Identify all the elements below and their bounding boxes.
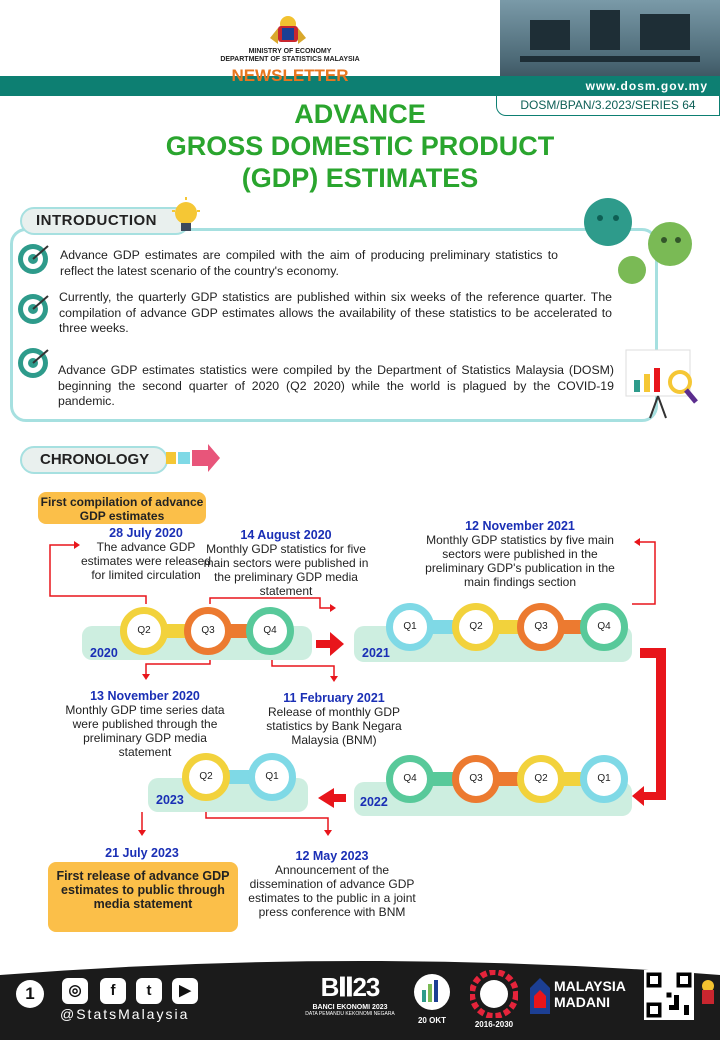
q3-node: Q3 xyxy=(452,755,500,803)
year-2023: 2023 xyxy=(156,793,184,807)
target-icon xyxy=(16,242,50,276)
chart-presentation-icon xyxy=(622,346,702,422)
first-release-box: First release of advance GDP estimates to public through media statement xyxy=(48,862,238,932)
q3-node: Q3 xyxy=(517,603,565,651)
intro-paragraph-3: Advance GDP estimates statistics were compiled by the Department of Statistics Malaysia (DOSM) beginning the second quarter of 2020 (Q2 2020) while the world is plagued by the COVID-19 pandemic. xyxy=(58,363,614,408)
intro-paragraph-2: Currently, the quarterly GDP statistics are published within six weeks of the reference quarter. The compilation of advance GDP estimates allows the availability of these statistics to be accelerated to three weeks. xyxy=(59,290,612,335)
year-2020: 2020 xyxy=(90,646,118,660)
page-title: ADVANCE GROSS DOMESTIC PRODUCT (GDP) ESTIMATES xyxy=(165,99,555,193)
facebook-icon[interactable]: f xyxy=(100,978,126,1004)
event-28-july-2020: 28 July 2020 The advance GDP estimates were released for limited circulation xyxy=(80,526,212,582)
q2-node: Q2 xyxy=(452,603,500,651)
census-day-logo: 20 OKT xyxy=(408,972,456,1025)
instagram-icon[interactable]: ◎ xyxy=(62,978,88,1004)
introduction-heading: INTRODUCTION xyxy=(20,207,190,235)
social-handle[interactable]: @StatsMalaysia xyxy=(60,1006,190,1022)
virus-illustration xyxy=(578,182,718,292)
newsletter-label: NEWSLETTER xyxy=(231,66,349,85)
ministry-name: MINISTRY OF ECONOMY DEPARTMENT OF STATISTICS MALAYSIA xyxy=(220,48,360,63)
q2-node: Q2 xyxy=(120,607,168,655)
year-2022: 2022 xyxy=(360,795,388,809)
lightbulb-icon xyxy=(170,197,202,237)
chronology-heading: CHRONOLOGY xyxy=(20,446,168,474)
year-2021: 2021 xyxy=(362,646,390,660)
q1-node: Q1 xyxy=(248,753,296,801)
ministry-crest-icon xyxy=(698,976,718,1012)
target-icon xyxy=(16,292,50,326)
qr-code-icon[interactable] xyxy=(644,970,694,1020)
event-13-november-2020: 13 November 2020 Monthly GDP time series data were published through the preliminary GDP media statement xyxy=(65,689,225,759)
q3-node: Q3 xyxy=(184,607,232,655)
event-12-november-2021: 12 November 2021 Monthly GDP statistics by five main sectors were published in the preliminary GDP's publication in the main findings section xyxy=(425,519,615,589)
target-icon xyxy=(16,346,50,380)
sdg-logo: 2016-2030 xyxy=(466,970,522,1029)
q2-node: Q2 xyxy=(182,753,230,801)
q4-node: Q4 xyxy=(246,607,294,655)
q4-node: Q4 xyxy=(580,603,628,651)
youtube-icon[interactable]: ▶ xyxy=(172,978,198,1004)
q4-node: Q4 xyxy=(386,755,434,803)
first-compilation-box: First compilation of advance GDP estimates xyxy=(38,492,206,524)
arrow-right-icon xyxy=(164,440,222,476)
event-14-august-2020: 14 August 2020 Monthly GDP statistics for five main sectors were published in the preliminary GDP media statement xyxy=(203,528,369,598)
malaysia-crest-icon xyxy=(268,10,308,50)
event-21-july-2023-date: 21 July 2023 xyxy=(105,846,179,860)
q1-node: Q1 xyxy=(386,603,434,651)
intro-paragraph-1: Advance GDP estimates are compiled with the aim of producing preliminary statistics to reflect the latest scenario of the country's economy. xyxy=(60,248,558,278)
page-number: 1 xyxy=(16,980,44,1008)
event-11-february-2021: 11 February 2021 Release of monthly GDP statistics by Bank Negara Malaysia (BNM) xyxy=(266,691,402,747)
website-url[interactable]: www.dosm.gov.my xyxy=(585,79,708,93)
malaysia-madani-logo: MALAYSIA MADANI xyxy=(530,978,634,1014)
twitter-icon[interactable]: t xyxy=(136,978,162,1004)
banci-ekonomi-logo: B𝐈𝐈23 BANCI EKONOMI 2023 DATA PEMANDU KEKONOMI NEGARA xyxy=(305,972,395,1017)
q2-node: Q2 xyxy=(517,755,565,803)
series-number: DOSM/BPAN/3.2023/SERIES 64 xyxy=(496,96,720,116)
q1-node: Q1 xyxy=(580,755,628,803)
event-12-may-2023: 12 May 2023 Announcement of the dissemination of advance GDP estimates to the public in a joint press conference with BNM xyxy=(248,849,416,919)
